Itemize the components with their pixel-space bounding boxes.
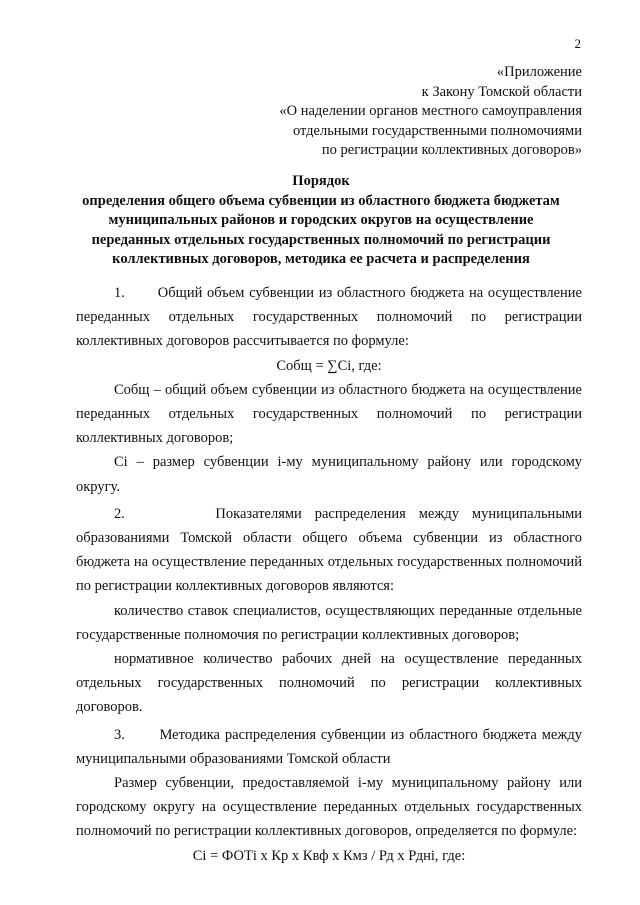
annex-line: «Приложение: [496, 64, 582, 80]
page-number: 2: [574, 36, 581, 51]
section-3-paragraph: 3. Методика распределения субвенции из областного бюджета между муниципальными образованиями Томской области: [76, 726, 582, 767]
annex-line: «О наделении органов местного самоуправления: [279, 103, 582, 119]
formula-ci: Ci = ФОТi х Кр х Квф х Кмз / Рд х Рдні, где:: [192, 847, 466, 864]
section-2-paragraph: 2. Показателями распределения между муниципальными образованиями Томской области общего объема субвенции из областного бюджета на осуществление переданных отдельных государственных полномочий по регистрации коллективных договоров являются:: [76, 505, 582, 595]
title-line: муниципальных районов и городских округов на осуществление: [108, 212, 534, 228]
annex-line: к Закону Томской области: [421, 83, 582, 100]
indicator-paragraph: количество ставок специалистов, осуществляющих переданные отдельные государственные полномочия по регистрации коллективных договоров;: [76, 602, 582, 643]
subvention-size-paragraph: Размер субвенции, предоставляемой i-му муниципальному району или городскому округу на осуществление переданных отдельных государственных полномочий по регистрации коллективных договоров, определяется по формуле:: [76, 775, 582, 840]
title-line: коллективных договоров, методика ее расчета и распределения: [112, 251, 530, 267]
definition-paragraph: Собщ – общий объем субвенции из областного бюджета на осуществление переданных отдельных государственных полномочий по регистрации коллективных договоров;: [76, 381, 582, 447]
indicator-paragraph: нормативное количество рабочих дней на осуществление переданных отдельных государственных полномочий по регистрации коллективных договоров.: [76, 651, 582, 716]
annex-heading: [279, 63, 582, 161]
title-line: Порядок: [292, 173, 350, 189]
definition-paragraph: Ci – размер субвенции i-му муниципальному району или городскому округу.: [76, 454, 582, 495]
title-line: переданных отдельных государственных полномочий по регистрации: [91, 231, 551, 248]
section-1-paragraph: 1. Общий объем субвенции из областного бюджета на осуществление переданных отдельных государственных полномочий по регистрации коллективных договоров рассчитывается по формуле:: [76, 285, 582, 350]
annex-line: по регистрации коллективных договоров»: [321, 142, 582, 158]
formula-total: Собщ = ∑Ci, где:: [276, 357, 382, 374]
document-title: [60, 172, 582, 270]
document-body: [76, 281, 582, 868]
annex-line: отдельными государственными полномочиями: [292, 122, 582, 139]
title-line: определения общего объема субвенции из областного бюджета бюджетам: [82, 192, 560, 209]
